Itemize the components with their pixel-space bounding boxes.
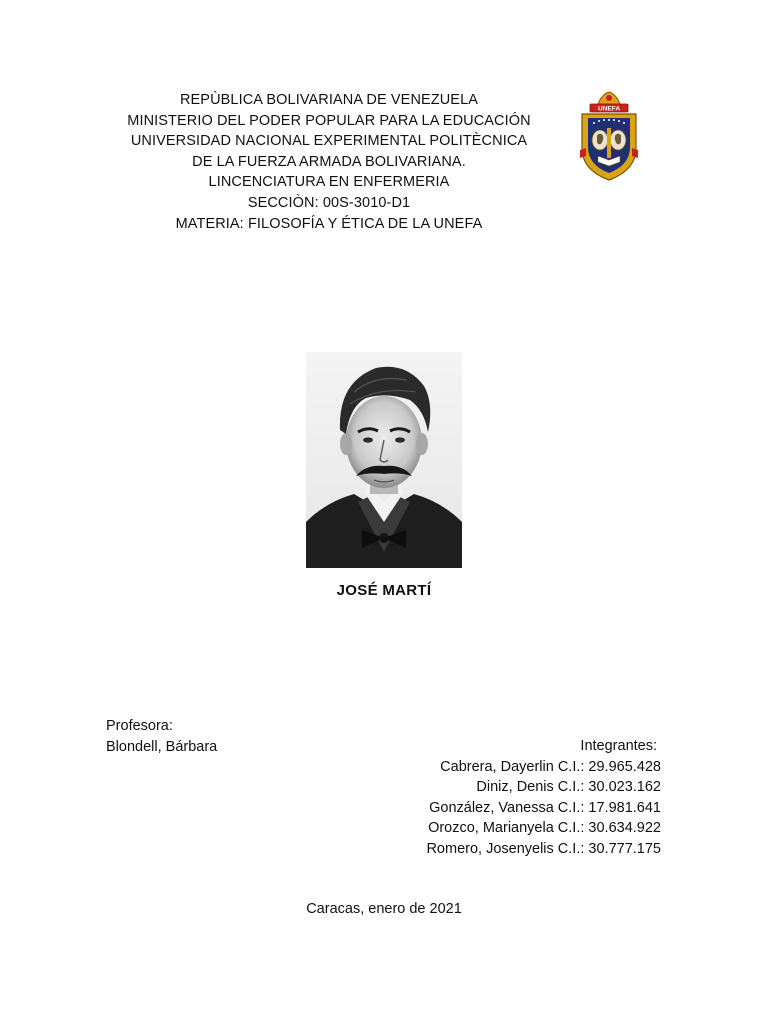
header-line-ministry: MINISTERIO DEL PODER POPULAR PARA LA EDUCACIÓN xyxy=(127,112,531,129)
portrait-engraving xyxy=(306,352,462,568)
professor-block xyxy=(106,716,217,757)
header-line-section: SECCIÒN: 00S-3010-D1 xyxy=(247,194,411,211)
member-item: Cabrera, Dayerlin C.I.: 29.965.428 xyxy=(440,758,661,775)
header-line-subject: MATERIA: FILOSOFÍA Y ÉTICA DE LA UNEFA xyxy=(175,215,483,232)
professor-label: Profesora: xyxy=(106,718,173,734)
members-label: Integrantes: xyxy=(580,738,657,754)
member-item: Diniz, Denis C.I.: 30.023.162 xyxy=(476,779,661,796)
unefa-shield-logo xyxy=(576,90,642,188)
logo-text: UNEFA xyxy=(597,105,621,113)
document-title: JOSÉ MARTÍ xyxy=(336,582,432,599)
shield-icon xyxy=(576,90,642,188)
members-block xyxy=(426,736,661,860)
member-item: González, Vanessa C.I.: 17.981.641 xyxy=(429,799,661,816)
institution-header xyxy=(100,90,558,234)
member-item: Orozco, Marianyela C.I.: 30.634.922 xyxy=(428,820,661,837)
professor-name: Blondell, Bárbara xyxy=(106,738,218,755)
place-date: Caracas, enero de 2021 xyxy=(306,901,462,917)
header-line-university: UNIVERSIDAD NACIONAL EXPERIMENTAL POLITÈCNICA xyxy=(130,133,528,150)
member-item: Romero, Josenyelis C.I.: 30.777.175 xyxy=(426,840,661,857)
header-line-armed-forces: DE LA FUERZA ARMADA BOLIVARIANA. xyxy=(192,153,466,170)
portrait-image xyxy=(306,352,462,568)
header-line-republic: REPÙBLICA BOLIVARIANA DE VENEZUELA xyxy=(179,92,479,108)
header-line-degree: LINCENCIATURA EN ENFERMERIA xyxy=(208,174,450,191)
